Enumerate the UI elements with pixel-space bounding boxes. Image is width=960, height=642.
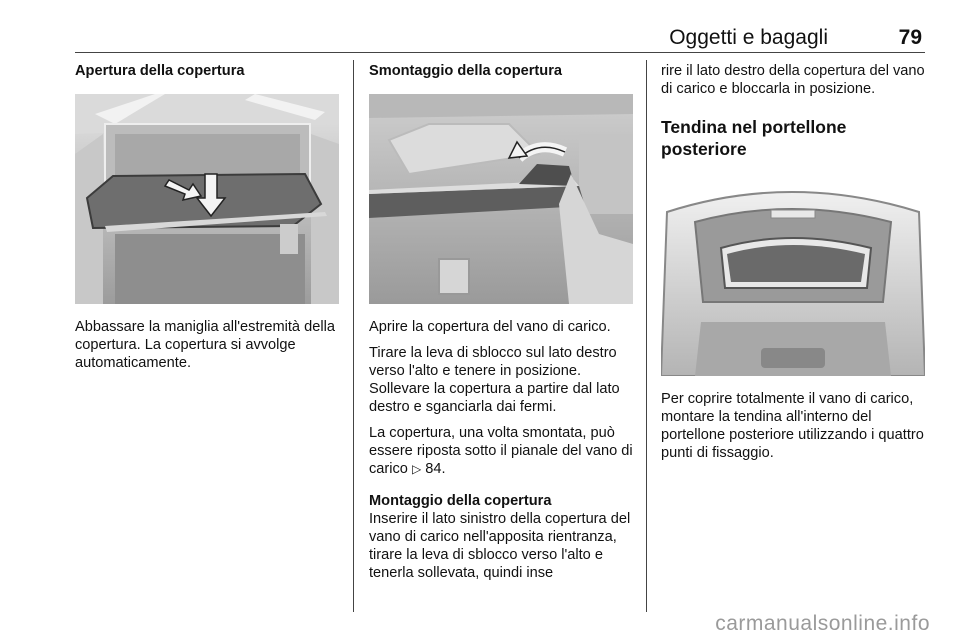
page-reference-value[interactable]: 84. <box>425 461 446 477</box>
page-reference-icon: ▷ <box>412 462 422 476</box>
section-heading-mounting: Montaggio della copertura <box>369 493 552 509</box>
page-header-title: Oggetti e bagagli <box>669 26 828 49</box>
column-3 <box>661 62 927 470</box>
header-rule <box>75 52 925 53</box>
figure-tailgate-curtain <box>661 172 925 376</box>
paragraph-opening: Abbassare la maniglia all'estremità della copertura. La copertura si avvolge automaticamente. <box>75 319 335 371</box>
column-1 <box>75 62 341 380</box>
section-heading-tailgate-curtain: Tendina nel portellone posteriore <box>661 117 847 159</box>
column-2 <box>369 62 633 590</box>
paragraph-mounting: Inserire il lato sinistro della copertura del vano di carico nell'apposita rientranza, tirare la leva di sblocco verso l'alto e tenerla sollevata, quindi inse <box>369 511 631 581</box>
page-number: 79 <box>898 26 922 49</box>
paragraph-removal-2: Tirare la leva di sblocco sul lato destro verso l'alto e tenere in posizione. Sollevare la copertura a partire dal lato destro e sganciarla dai fermi. <box>369 345 620 415</box>
paragraph-removal-1: Aprire la copertura del vano di carico. <box>369 319 611 335</box>
section-heading-removal: Smontaggio della copertura <box>369 63 562 79</box>
column-divider-1 <box>353 60 354 612</box>
paragraph-removal-3-text: La copertura, una volta smontata, può essere riposta sotto il pianale del vano di carico <box>369 425 633 477</box>
paragraph-tailgate-curtain: Per coprire totalmente il vano di carico, montare la tendina all'interno del portellone posteriore utilizzando i quattro punti di fissaggio. <box>661 391 924 461</box>
figure-cover-opening <box>75 94 339 304</box>
section-heading-opening: Apertura della copertura <box>75 63 245 79</box>
paragraph-removal-3 <box>369 424 633 478</box>
figure-cover-removal <box>369 94 633 304</box>
paragraph-mounting-continued: rire il lato destro della copertura del vano di carico e bloccarla in posizione. <box>661 63 925 97</box>
column-divider-2 <box>646 60 647 612</box>
watermark: carmanualsonline.info <box>715 612 930 635</box>
